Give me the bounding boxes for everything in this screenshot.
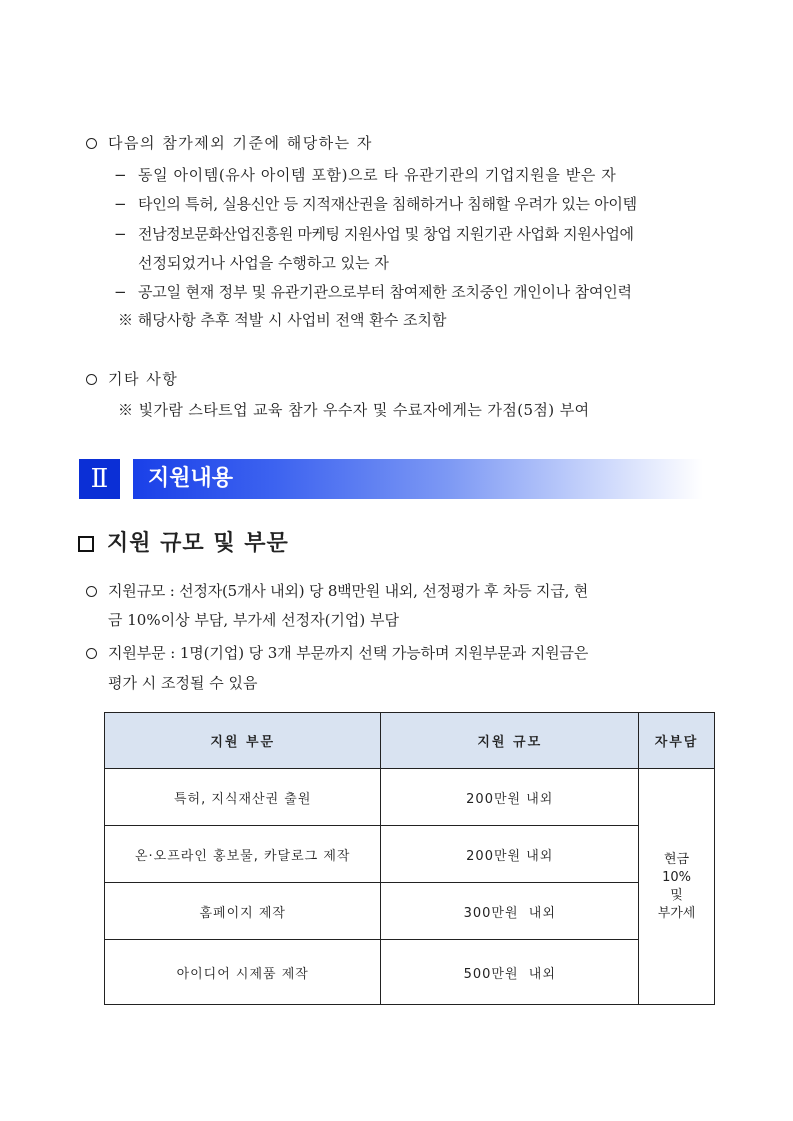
table-header-row [105, 713, 715, 769]
scale-line-1: 지원규모 : 선정자(5개사 내외) 당 8백만원 내외, 선정평가 후 차등 지급, 현 [108, 582, 589, 600]
table-row [105, 769, 715, 826]
exclusion-item-2: 타인의 특허, 실용신안 등 지적재산권을 침해하거나 침해할 우려가 있는 아이템 [138, 195, 637, 213]
exclusion-heading: 다음의 참가제외 기준에 해당하는 자 [108, 134, 373, 152]
dash-icon: − [114, 195, 127, 213]
bullet-circle-icon [86, 374, 97, 385]
exclusion-item-3-cont: 선정되었거나 사업을 수행하고 있는 자 [138, 254, 389, 272]
bullet-circle-icon [86, 586, 97, 597]
dash-icon: − [114, 166, 127, 184]
exclusion-item-3: 전남정보문화산업진흥원 마케팅 지원사업 및 창업 지원기관 사업화 지원사업에 [138, 225, 634, 243]
dash-icon: − [114, 225, 127, 243]
support-table [104, 712, 715, 1005]
header-amount: 지원 규모 [381, 713, 639, 769]
row-amount: 200만원 내외 [381, 769, 639, 826]
header-self-burden: 자부담 [639, 713, 715, 769]
row-category: 특허, 지식재산권 출원 [105, 769, 381, 826]
etc-heading: 기타 사항 [108, 370, 179, 388]
bullet-circle-icon [86, 648, 97, 659]
scale-line-2: 금 10%이상 부담, 부가세 선정자(기업) 부담 [108, 611, 400, 629]
exclusion-note: ※ 해당사항 추후 적발 시 사업비 전액 환수 조치함 [118, 311, 447, 329]
row-category: 홈페이지 제작 [105, 883, 381, 940]
square-icon [78, 536, 94, 552]
self-burden-line: 및 [670, 887, 683, 903]
etc-note: ※ 빛가람 스타트업 교육 참가 우수자 및 수료자에게는 가점(5점) 부여 [118, 401, 590, 419]
header-category: 지원 부문 [105, 713, 381, 769]
exclusion-item-4: 공고일 현재 정부 및 유관기관으로부터 참여제한 조치중인 개인이나 참여인력 [138, 283, 632, 301]
bullet-circle-icon [86, 138, 97, 149]
table-row [105, 826, 715, 883]
self-burden-line: 부가세 [657, 905, 696, 921]
section-number: Ⅱ [79, 459, 120, 499]
self-burden-line: 10% [662, 869, 691, 885]
dash-icon: − [114, 283, 127, 301]
row-category: 온·오프라인 홍보물, 카달로그 제작 [105, 826, 381, 883]
subsection-title: 지원 규모 및 부문 [107, 531, 289, 556]
self-burden-cell [639, 769, 715, 1005]
table-row [105, 883, 715, 940]
row-amount: 300만원 내외 [381, 883, 639, 940]
row-amount: 200만원 내외 [381, 826, 639, 883]
division-line-2: 평가 시 조정될 수 있음 [108, 674, 258, 692]
division-line-1: 지원부문 : 1명(기업) 당 3개 부문까지 선택 가능하며 지원부문과 지원금은 [108, 644, 589, 662]
exclusion-item-1: 동일 아이템(유사 아이템 포함)으로 타 유관기관의 기업지원을 받은 자 [138, 166, 617, 184]
section-title: 지원내용 [148, 466, 234, 491]
row-amount: 500만원 내외 [381, 940, 639, 1005]
row-category: 아이디어 시제품 제작 [105, 940, 381, 1005]
self-burden-line: 현금 [663, 851, 690, 867]
table-row [105, 940, 715, 1005]
